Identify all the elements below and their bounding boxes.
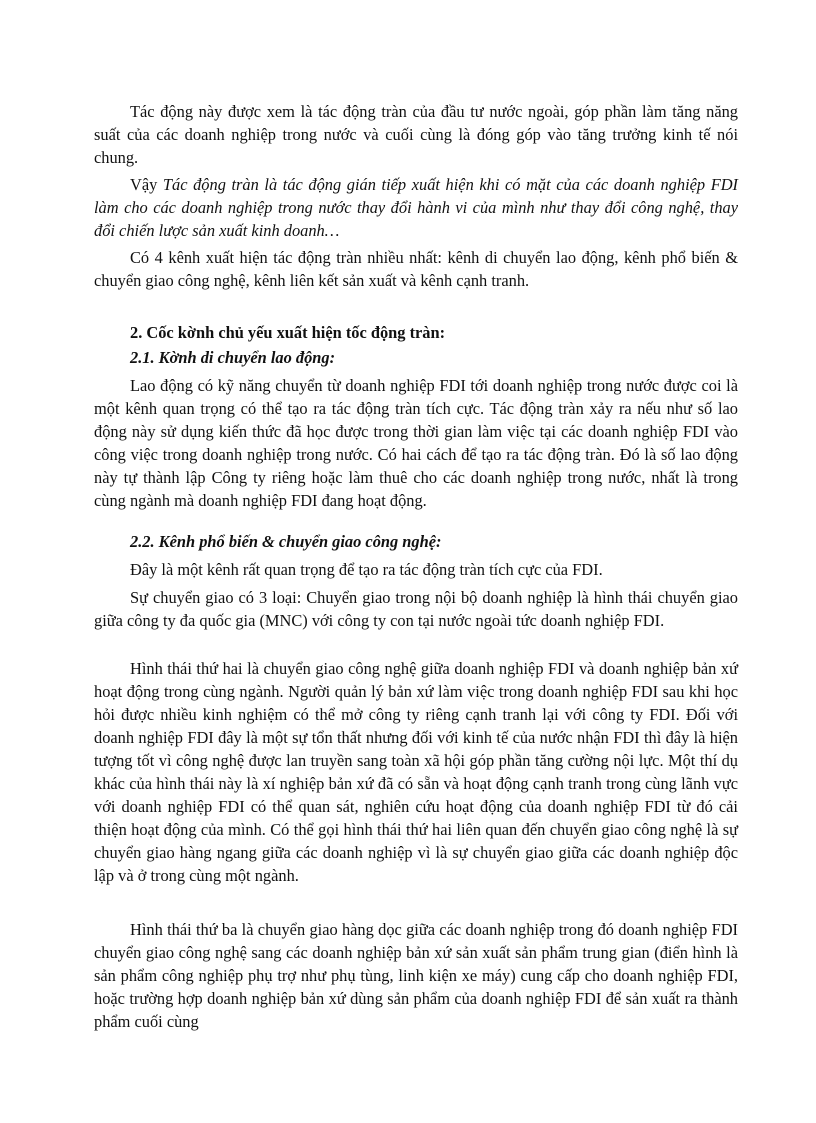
paragraph-spillover-intro bbox=[94, 100, 738, 169]
paragraph-tech-channel-importance bbox=[94, 558, 738, 581]
paragraph-labor-mobility bbox=[94, 374, 738, 512]
paragraph-transfer-types bbox=[94, 586, 738, 632]
paragraph-text: Sự chuyển giao có 3 loại: Chuyển giao trong nội bộ doanh nghiệp là hình thái chuyển giao giữa công ty đa quốc gia (MNC) với công ty con tại nước ngoài tức doanh nghiệp FDI. bbox=[94, 588, 738, 630]
subsection-heading-2-1: 2.1. Kờnh di chuyển lao động: bbox=[130, 348, 336, 367]
section-heading-2: 2. Cốc kờnh chủ yếu xuất hiện tốc động tràn: bbox=[130, 323, 446, 342]
paragraph-text: Hình thái thứ ba là chuyển giao hàng dọc giữa các doanh nghiệp trong đó doanh nghiệp FDI chuyển giao công nghệ sang các doanh nghiệp bản xứ sản xuất sản phẩm trung gian (điển hình là sản phẩm công nghiệp phụ trợ như phụ tùng, linh kiện xe máy) cung cấp cho doanh nghiệp FDI, hoặc trường hợp doanh nghiệp bản xứ dùng sản phẩm của doanh nghiệp FDI để sản xuất ra thành phẩm cuối cùng bbox=[94, 920, 738, 1031]
paragraph-text: Hình thái thứ hai là chuyển giao công nghệ giữa doanh nghiệp FDI và doanh nghiệp bản xứ hoạt động trong cùng ngành. Người quản lý bản xứ làm việc trong doanh nghiệp FDI sau khi học hỏi được nhiều kinh nghiệm có thể mở công ty riêng cạnh tranh lại với công ty FDI. Đối với doanh nghiệp FDI đây là một sự tổn thất nhưng đối với kinh tế của nước nhận FDI thì đây là hiện tượng tốt vì công nghệ được lan truyền sang toàn xã hội góp phần tăng cường nội lực. Một thí dụ khác của hình thái này là xí nghiệp bản xứ đã có sẵn và hoạt động cạnh tranh trong cùng lãnh vực với doanh nghiệp FDI có thể quan sát, nghiên cứu hoạt động của doanh nghiệp FDI từ đó cải thiện hoạt động của mình. Có thể gọi hình thái thứ hai liên quan đến chuyển giao công nghệ là sự chuyển giao hàng ngang giữa các doanh nghiệp vì là sự chuyển giao giữa các doanh nghiệp độc lập và ở trong cùng một ngành. bbox=[94, 659, 738, 885]
paragraph-lead-text: Vậy bbox=[130, 175, 163, 194]
paragraph-text: Lao động có kỹ năng chuyển từ doanh nghiệp FDI tới doanh nghiệp trong nước được coi là một kênh quan trọng có thể tạo ra tác động tràn tích cực. Tác động tràn xảy ra nếu như số lao động này sử dụng kiến thức đã học được trong thời gian làm việc tại các doanh nghiệp FDI vào công việc trong doanh nghiệp trong nước. Có hai cách để tạo ra tác động tràn. Đó là số lao động này tự thành lập Công ty riêng hoặc làm thuê cho các doanh nghiệp trong nước, nhất là trong cùng ngành mà doanh nghiệp FDI đang hoạt động. bbox=[94, 376, 738, 510]
paragraph-horizontal-transfer bbox=[94, 657, 738, 887]
paragraph-four-channels bbox=[94, 246, 738, 292]
paragraph-text: Đây là một kênh rất quan trọng để tạo ra tác động tràn tích cực của FDI. bbox=[130, 560, 603, 579]
definition-italic-text: Tác động tràn là tác động gián tiếp xuất hiện khi có mặt của các doanh nghiệp FDI làm cho các doanh nghiệp trong nước thay đổi hành vi của mình như thay đổi công nghệ, thay đổi chiến lược sản xuất kinh doanh… bbox=[94, 175, 739, 240]
paragraph-text: Có 4 kênh xuất hiện tác động tràn nhiều nhất: kênh di chuyển lao động, kênh phổ biến & chuyển giao công nghệ, kênh liên kết sản xuất và kênh cạnh tranh. bbox=[94, 248, 738, 290]
paragraph-text: Tác động này được xem là tác động tràn của đầu tư nước ngoài, góp phần làm tăng năng suất của các doanh nghiệp trong nước và cuối cùng là đóng góp vào tăng trưởng kinh tế nói chung. bbox=[94, 102, 738, 167]
paragraph-spillover-definition bbox=[94, 173, 738, 242]
paragraph-vertical-transfer bbox=[94, 918, 738, 1033]
subsection-heading-2-2: 2.2. Kênh phổ biến & chuyển giao công nghệ: bbox=[130, 532, 442, 551]
